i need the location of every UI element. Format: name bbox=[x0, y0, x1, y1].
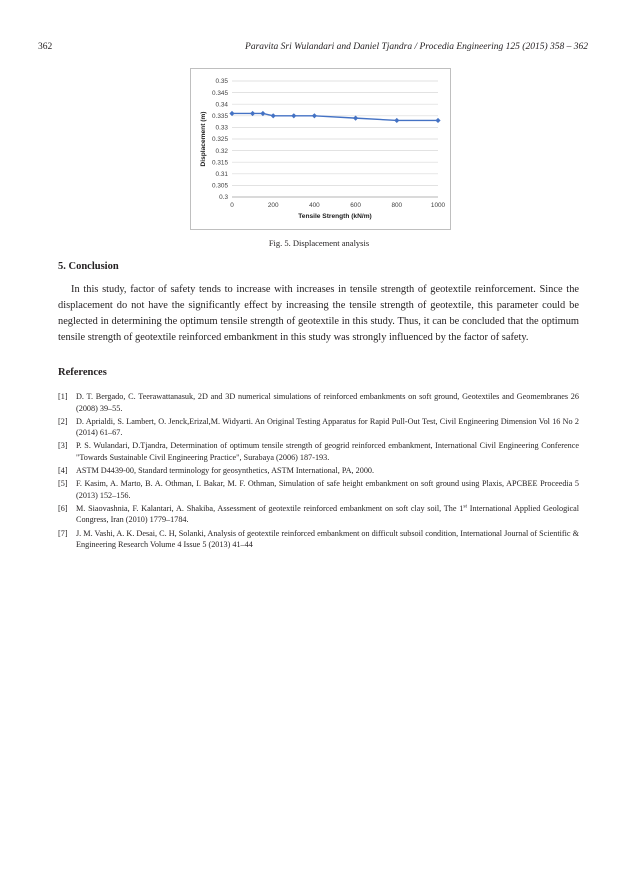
data-point-marker bbox=[250, 111, 255, 116]
y-tick-label: 0.345 bbox=[212, 89, 228, 97]
x-tick-label: 600 bbox=[350, 202, 361, 209]
y-tick-label: 0.34 bbox=[215, 101, 228, 109]
reference-item bbox=[58, 391, 579, 414]
reference-number: [6] bbox=[58, 503, 68, 513]
x-tick-label: 200 bbox=[267, 202, 279, 209]
figure-caption: Fig. 5. Displacement analysis bbox=[268, 238, 370, 248]
data-point-marker bbox=[435, 118, 440, 123]
running-head: Paravita Sri Wulandari and Daniel Tjandra / Procedia Engineering 125 (2015) 358 – 362 bbox=[245, 42, 588, 52]
data-point-marker bbox=[394, 118, 399, 123]
reference-text: P. S. Wulandari, D.Tjandra, Determination of optimum tensile strength of geogrid reinforced embankment, International Civil Engineering Conference "Towards Sustainable Civil Engineering Practice", Surabaya (2006) 187-193. bbox=[76, 441, 579, 462]
reference-text: M. Siaovashnia, F. Kalantari, A. Shakiba, Assessment of geotextile reinforced embankment on soft clay soil, The 1 bbox=[76, 503, 464, 513]
chart-svg bbox=[191, 69, 450, 229]
conclusion-paragraph: In this study, factor of safety tends to increase with increases in tensile strength of geotextile reinforcement. Since the displacement do not have the significantly effect by increasing the tensile strength of geotextile, this parameter could be neglected in determining the optimum tensile strength of geotextile in this study. Thus, it can be concluded that the optimum tensile strength of geotextile reinforced embankment in this study was strongly influenced by the factor of safety. bbox=[58, 284, 579, 343]
reference-text: ASTM D4439-00, Standard terminology for geosynthetics, ASTM International, PA, 2000. bbox=[76, 466, 375, 476]
displacement-chart bbox=[190, 68, 451, 230]
x-axis-title: Tensile Strength (kN/m) bbox=[298, 213, 372, 220]
conclusion-heading: 5. Conclusion bbox=[58, 261, 119, 272]
reference-number: [2] bbox=[58, 416, 68, 426]
reference-item bbox=[58, 478, 579, 501]
data-point-marker bbox=[312, 113, 317, 118]
reference-text: D. Aprialdi, S. Lambert, O. Jenck,Erizal,M. Widyarti. An Original Testing Apparatus for Rapid Pull-Out Test, Civil Engineering Dimension Vol 16 No 2 (2014) 61–67. bbox=[76, 416, 579, 438]
reference-item bbox=[58, 440, 579, 463]
y-tick-label: 0.335 bbox=[212, 113, 228, 120]
y-tick-label: 0.35 bbox=[215, 78, 228, 86]
references-list bbox=[58, 391, 579, 552]
y-tick-label: 0.315 bbox=[212, 159, 228, 167]
reference-number: [4] bbox=[58, 466, 68, 476]
reference-number: [5] bbox=[58, 479, 68, 489]
reference-text: D. T. Bergado, C. Teerawattanasuk, 2D and 3D numerical simulations of reinforced embankments on soft ground, Geotextiles and Geomembranes 26 (2008) 39–55. bbox=[76, 392, 579, 413]
reference-number: [1] bbox=[58, 392, 68, 401]
data-point-marker bbox=[291, 113, 296, 118]
references-heading: References bbox=[58, 367, 107, 378]
x-tick-label: 800 bbox=[391, 202, 403, 209]
reference-text: J. M. Vashi, A. K. Desai, C. H, Solanki, Analysis of geotextile reinforced embankment on difficult subsoil condition, International Journal of Scientific & Engineering Research Volume 4 Issue 5 (2013) 41–44 bbox=[76, 528, 579, 550]
data-point-marker bbox=[229, 111, 234, 116]
reference-item bbox=[58, 465, 579, 477]
y-tick-label: 0.3 bbox=[219, 194, 228, 202]
data-point-marker bbox=[271, 113, 276, 118]
y-tick-label: 0.31 bbox=[215, 171, 228, 178]
reference-number: [7] bbox=[58, 528, 68, 538]
data-point-marker bbox=[260, 111, 265, 116]
y-tick-label: 0.325 bbox=[212, 136, 228, 144]
reference-text: F. Kasim, A. Marto, B. A. Othman, I. Bakar, M. F. Othman, Simulation of safe height embankment on soft ground using Plaxis, APCBEE Proceedia 5 (2013) 152–156. bbox=[76, 479, 579, 500]
page-number: 362 bbox=[38, 42, 53, 52]
reference-item bbox=[58, 503, 579, 526]
y-tick-label: 0.33 bbox=[215, 124, 228, 132]
x-tick-label: 1000 bbox=[430, 202, 446, 209]
x-tick-label: 0 bbox=[230, 202, 234, 209]
y-tick-label: 0.32 bbox=[215, 147, 228, 155]
reference-number: [3] bbox=[58, 441, 68, 451]
x-tick-label: 400 bbox=[309, 202, 320, 209]
reference-item bbox=[58, 528, 579, 551]
data-point-marker bbox=[353, 116, 358, 121]
superscript-text: st bbox=[463, 503, 468, 510]
y-tick-label: 0.305 bbox=[212, 182, 228, 190]
y-axis-title: Displacement (m) bbox=[200, 111, 207, 167]
reference-item bbox=[58, 416, 579, 439]
reference-text: International Applied Geological Congress, Iran (2010) 1779–1784. bbox=[76, 503, 579, 525]
